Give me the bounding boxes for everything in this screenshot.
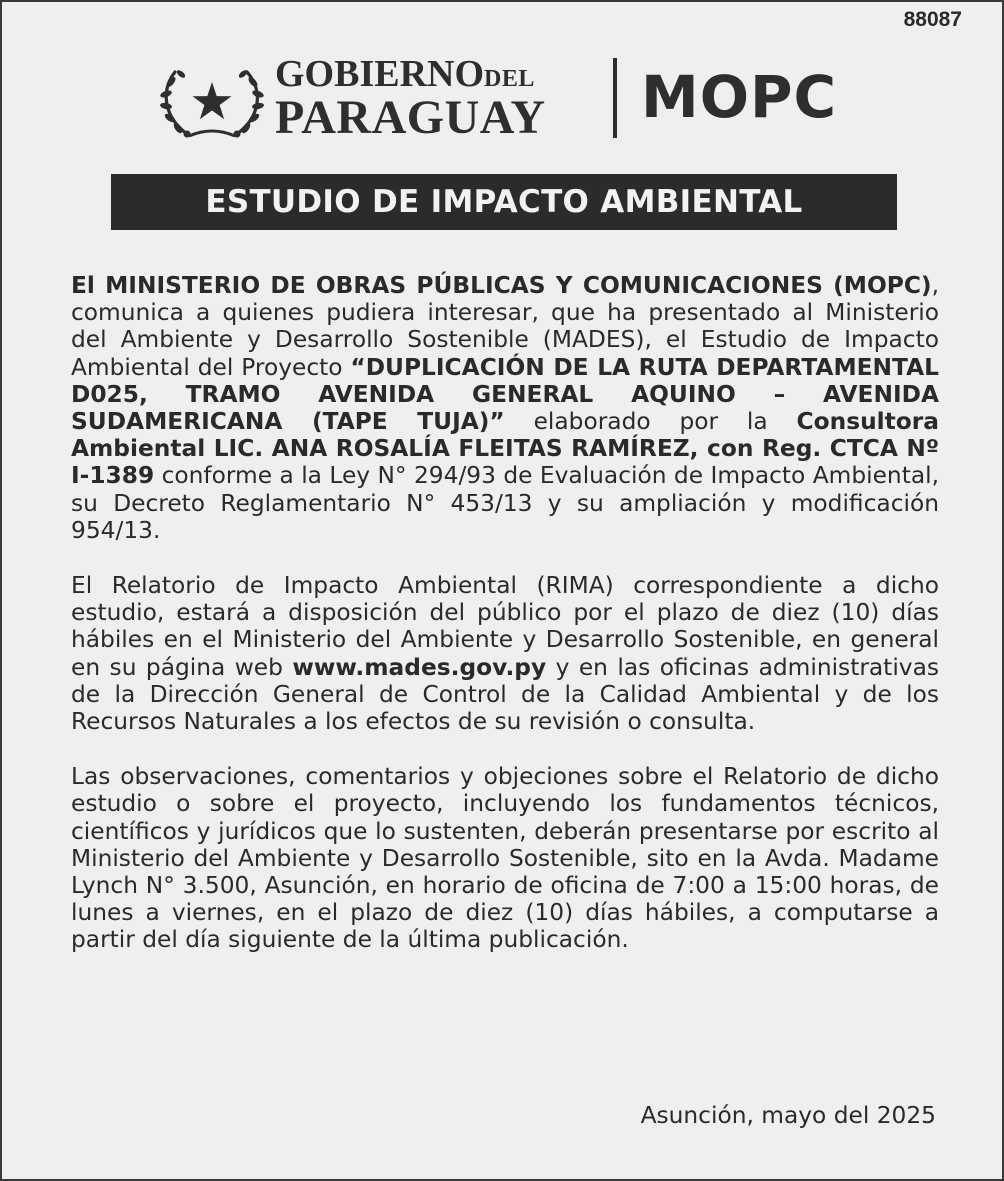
website-link: www.mades.gov.py	[292, 653, 547, 681]
notice-body	[71, 272, 939, 982]
paraguay-emblem-icon	[157, 52, 267, 144]
header-logo	[157, 52, 857, 144]
consultant-name: Consultora Ambiental LIC. ANA ROSALÍA FLEITAS RAMÍREZ, con Reg. CTCA Nº I-1389	[71, 408, 939, 490]
paragraph-rima: El Relatorio de Impacto Ambiental (RIMA) correspondiente a dicho estudio, estará a disposición del público por el plazo de diez (10) días hábiles en el Ministerio del Ambiente y Desarrollo Sostenible, en general en su página web www.mades.gov.py y en las oficinas administrativas de la Dirección General de Control de la Calidad Ambiental y de los Recursos Naturales a los efectos de su revisión o consulta.	[71, 572, 939, 736]
closing-place-date: Asunción, mayo del 2025	[640, 1102, 936, 1129]
agency-name: MOPC	[641, 63, 838, 131]
logo-text-paraguay: PARAGUAY	[275, 91, 546, 144]
paragraph-observations: Las observaciones, comentarios y objeciones sobre el Relatorio de dicho estudio o sobre el proyecto, incluyendo los fundamentos técnicos, científicos y jurídicos que lo sustenten, deberán presentarse por escrito al Ministerio del Ambiente y Desarrollo Sostenible, sito en la Avda. Madame Lynch N° 3.500, Asunción, en horario de oficina de 7:00 a 15:00 horas, de lunes a viernes, en el plazo de diez (10) días hábiles, a computarse a partir del día siguiente de la última publicación.	[71, 763, 939, 954]
notice-title-banner: ESTUDIO DE IMPACTO AMBIENTAL	[111, 174, 897, 230]
paragraph-announcement: El MINISTERIO DE OBRAS PÚBLICAS Y COMUNICACIONES (MOPC), comunica a quienes pudiera interesar, que ha presentado al Ministerio del Ambiente y Desarrollo Sostenible (MADES), el Estudio de Impacto Ambiental del Proyecto “DUPLICACIÓN DE LA RUTA DEPARTAMENTAL D025, TRAMO AVENIDA GENERAL AQUINO – AVENIDA SUDAMERICANA (TAPE TUJA)” elaborado por la Consultora Ambiental LIC. ANA ROSALÍA FLEITAS RAMÍREZ, con Reg. CTCA Nº I-1389 conforme a la Ley N° 294/93 de Evaluación de Impacto Ambiental, su Decreto Reglamentario N° 453/13 y su ampliación y modificación 954/13.	[71, 272, 939, 544]
issuer-name: El MINISTERIO DE OBRAS PÚBLICAS Y COMUNICACIONES (MOPC)	[71, 272, 932, 299]
project-name: “DUPLICACIÓN DE LA RUTA DEPARTAMENTAL D025, TRAMO AVENIDA GENERAL AQUINO – AVENIDA SUDAMERICANA (TAPE TUJA)”	[71, 353, 939, 436]
ad-code: 88087	[903, 8, 962, 31]
logo-text-gobierno: GOBIERNODEL	[275, 53, 535, 95]
logo-divider	[613, 58, 617, 138]
